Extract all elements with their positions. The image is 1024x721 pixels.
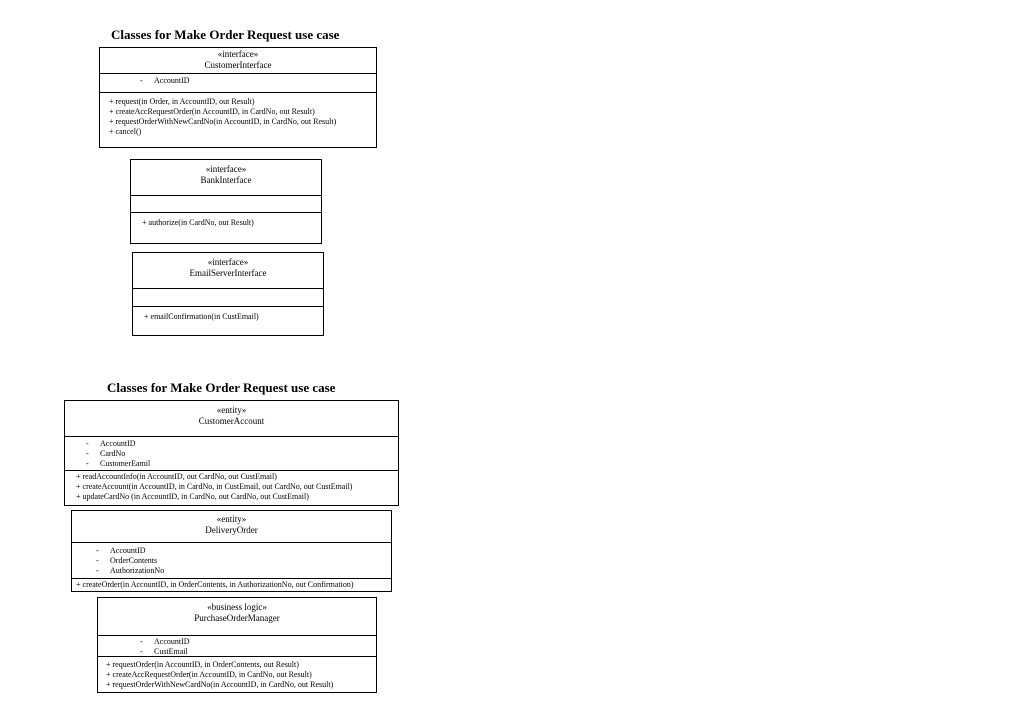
stereotype: «entity» (216, 405, 247, 415)
attribute: - AccountID (154, 637, 376, 647)
operation-list (109, 93, 376, 137)
operation-list (76, 579, 391, 590)
class-header (133, 253, 323, 288)
class-name: PurchaseOrderManager (194, 613, 280, 623)
operation: + createAccRequestOrder(in AccountID, in CardNo, out Result) (106, 670, 312, 679)
operation: + createOrder(in AccountID, in OrderContents, in AuthorizationNo, out Confirmation) (76, 580, 354, 589)
attribute-list (72, 544, 391, 576)
attribute-list (100, 74, 376, 86)
operation: + authorize(in CardNo, out Result) (142, 218, 254, 227)
bank-interface-class (130, 159, 322, 244)
operations-section (72, 578, 391, 590)
operation-list (142, 214, 321, 228)
attribute-list (98, 636, 376, 657)
class-name: CustomerAccount (198, 416, 265, 426)
stereotype: «interface» (217, 49, 259, 59)
customer-account-class (64, 400, 399, 506)
attributes-section (98, 635, 376, 656)
section1-title: Classes for Make Order Request use case (111, 27, 340, 42)
attributes-section (72, 542, 391, 578)
operation: + cancel() (109, 127, 142, 136)
customer-interface-class (99, 47, 377, 148)
operation: + requestOrder(in AccountID, in OrderContents, out Result) (106, 660, 299, 669)
class-header (100, 48, 376, 73)
attribute: - AuthorizationNo (110, 566, 391, 576)
attribute: - OrderContents (110, 556, 391, 566)
section2-title: Classes for Make Order Request use case (107, 380, 336, 395)
operation: + requestOrderWithNewCardNo(in AccountID, in CardNo, out Result) (109, 117, 337, 126)
delivery-order-class (71, 510, 392, 592)
stereotype: «interface» (205, 164, 247, 174)
operation: + updateCardNo (in AccountID, in CardNo, out CardNo, out CustEmail) (76, 492, 309, 501)
operations-section (131, 212, 321, 228)
attribute: - AccountID (154, 76, 376, 86)
operations-section (100, 92, 376, 137)
operation: + emailConfirmation(in CustEmail) (144, 312, 259, 321)
purchase-order-manager-class (97, 597, 377, 693)
operation-list (106, 657, 376, 690)
attribute: - AccountID (100, 439, 398, 449)
email-server-interface-class (132, 252, 324, 336)
operation: + createAccRequestOrder(in AccountID, in CardNo, out Result) (109, 107, 315, 116)
operations-section (133, 306, 323, 322)
operation-list (76, 471, 398, 502)
class-name: DeliveryOrder (205, 525, 258, 535)
class-name: CustomerInterface (204, 60, 272, 70)
class-name: EmailServerInterface (189, 268, 267, 278)
operation-list (144, 308, 323, 322)
class-header (65, 401, 398, 436)
attribute: - CardNo (100, 449, 398, 459)
operation: + readAccountInfo(in AccountID, out CardNo, out CustEmail) (76, 472, 277, 481)
stereotype: «interface» (207, 257, 249, 267)
class-header (72, 511, 391, 542)
stereotype: «business logic» (207, 602, 267, 612)
class-header (131, 160, 321, 195)
attribute: - CustomerEamil (100, 459, 398, 469)
operation: + requestOrderWithNewCardNo(in AccountID, in CardNo, out Result) (106, 680, 334, 689)
attribute-list (65, 437, 398, 469)
attribute: - AccountID (110, 546, 391, 556)
attribute: - CustEmail (154, 647, 376, 657)
stereotype: «entity» (216, 514, 247, 524)
operations-section (98, 656, 376, 690)
operation: + request(in Order, in AccountID, out Result) (109, 97, 255, 106)
attributes-section (100, 73, 376, 92)
class-header (98, 598, 376, 635)
operation: + createAccount(in AccountID, in CardNo, in CustEmail, out CardNo, out CustEmail) (76, 482, 353, 491)
operations-section (65, 470, 398, 502)
attributes-section (133, 288, 323, 306)
attributes-section (65, 436, 398, 470)
class-name: BankInterface (200, 175, 252, 185)
attributes-section (131, 195, 321, 212)
